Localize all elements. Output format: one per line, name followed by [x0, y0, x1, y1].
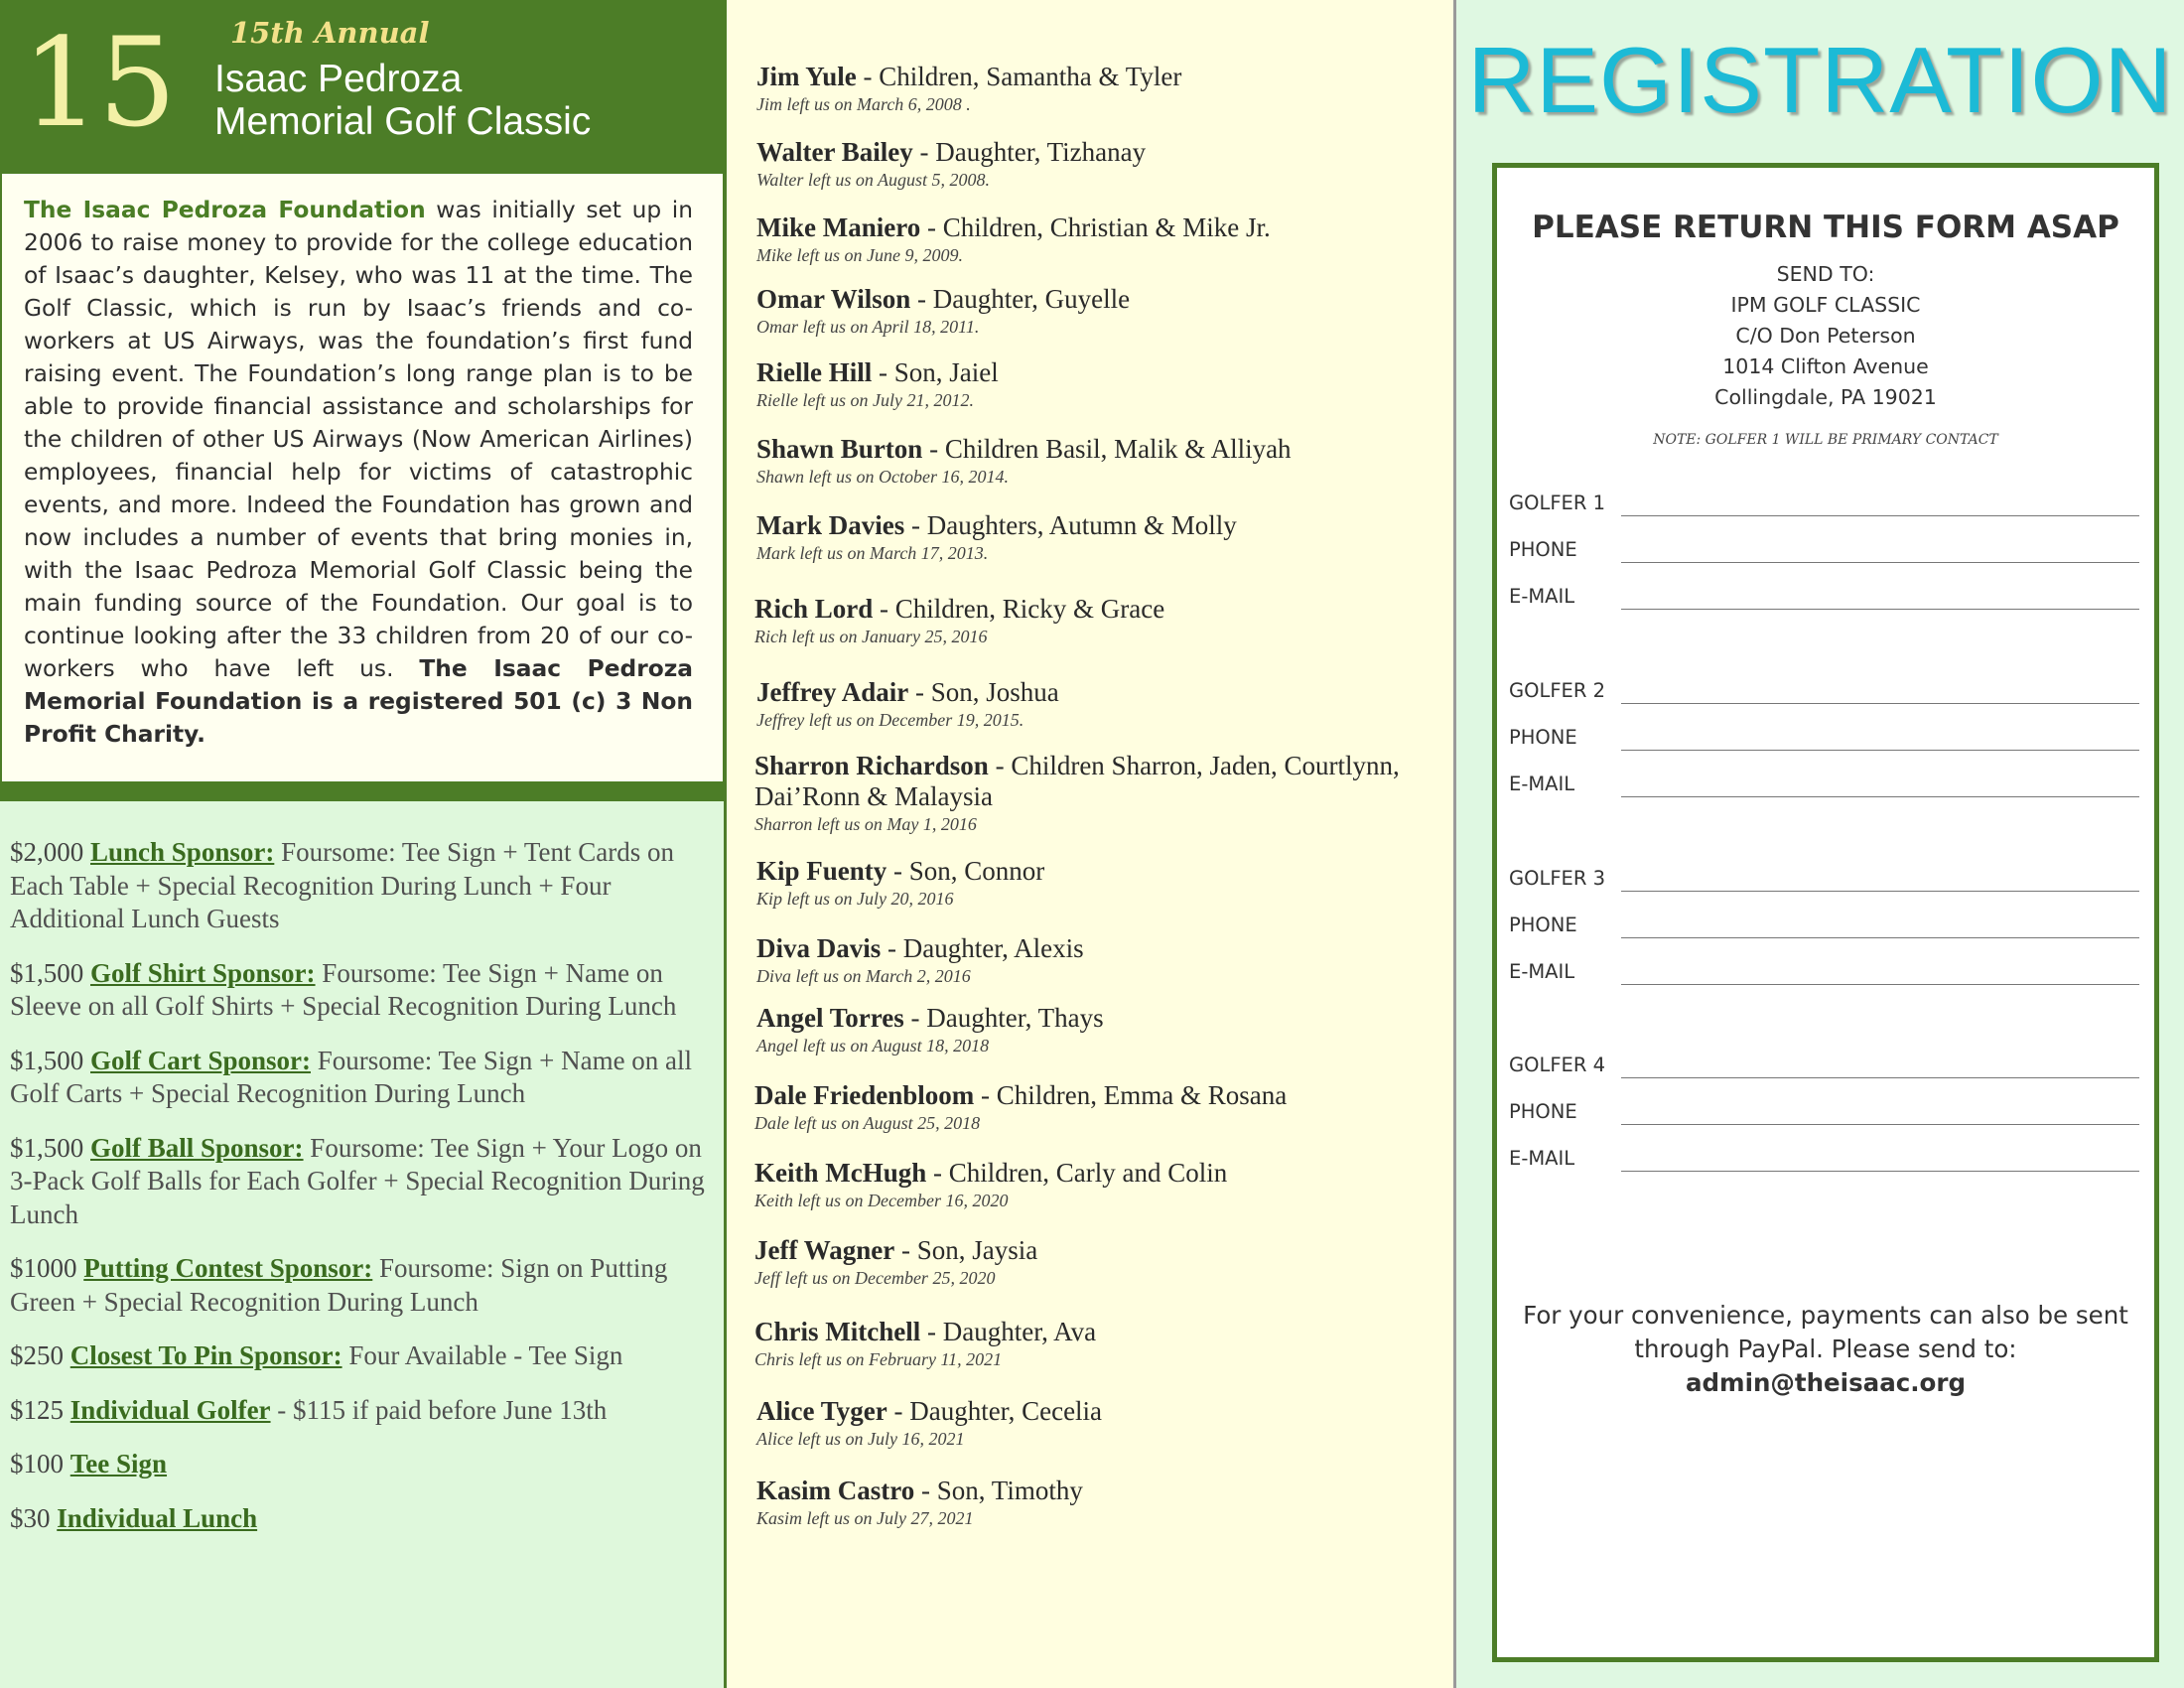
memorial-heading: Jim Yule - Children, Samantha & Tyler — [756, 62, 1182, 91]
memorial-entry — [756, 933, 1451, 988]
sponsor-name-link[interactable]: Lunch Sponsor: — [90, 837, 275, 867]
memorial-date: Shawn left us on October 16, 2014. — [756, 467, 1009, 487]
sponsor-tier — [10, 1502, 717, 1536]
memorial-entry — [756, 1476, 1451, 1530]
memorial-name: Angel Torres — [756, 1003, 904, 1033]
sponsor-tier — [10, 1339, 717, 1373]
registration-title: REGISTRATION — [1467, 28, 2173, 132]
sponsor-description: Foursome: Sign on Putting Green + Special Recognition During Lunch — [10, 1253, 668, 1317]
payment-text: For your convenience, payments can also be sent through PayPal. Please send to: — [1523, 1301, 2128, 1363]
memorial-date: Omar left us on April 18, 2011. — [756, 317, 980, 337]
golfer-4-golfer-field[interactable] — [1621, 1077, 2139, 1078]
sponsor-name-link[interactable]: Individual Golfer — [69, 1394, 271, 1425]
foundation-body: was initially set up in 2006 to raise money to provide for the college education of Isaac’s daughter, Kelsey, who was 11 at the time. The Golf Classic, which is run by Isaac’s friends and co-workers at US Airways, was the foundation’s first fund raising event. The Foundation’s long range plan is to be able to provide financial assistance and scholarships for the children of other US Airways (Now American Airlines) employees, financial help for victims of catastrophic events, and more. Indeed the Foundation has grown and now includes a number of events that bring monies in, with the Isaac Pedroza Memorial Golf Classic being the main funding source of the Foundation. Our goal is to continue looking after the 33 children from 20 of our co-workers who have left us. — [24, 197, 693, 682]
memorial-family: Daughter, Alexis — [902, 933, 1084, 963]
golfer-2-phone-row — [1509, 726, 2144, 756]
golfer-3-golfer-row — [1509, 867, 2144, 897]
memorial-family: Son, Connor — [908, 856, 1045, 886]
memorial-date: Angel left us on August 18, 2018 — [756, 1036, 990, 1055]
golfer-4-golfer-row — [1509, 1054, 2144, 1083]
registration-panel — [1456, 0, 2184, 1688]
memorial-entry — [756, 62, 1451, 116]
golfer-3-phone-field[interactable] — [1621, 937, 2139, 938]
golfer-4-email-row — [1509, 1147, 2144, 1177]
charity-statement: The Isaac Pedroza Memorial Foundation is a registered 501 (c) 3 Non Profit Charity. — [24, 655, 693, 748]
memorial-family: Daughter, Guyelle — [932, 284, 1131, 314]
anniversary-number: 15 — [22, 12, 175, 155]
memorial-family: Children Basil, Malik & Alliyah — [944, 434, 1292, 464]
memorial-family: Son, Jaiel — [893, 357, 999, 387]
memorial-date: Alice left us on July 16, 2021 — [756, 1429, 965, 1449]
sponsor-tier — [10, 1394, 717, 1428]
sponsor-name-link[interactable]: Individual Lunch — [57, 1502, 258, 1533]
sponsor-description: Foursome: Tee Sign + Tent Cards on Each Table + Special Recognition During Lunch + Four Additional Lunch Guests — [10, 837, 675, 933]
sponsorship-list — [10, 836, 717, 1556]
field-label: PHONE — [1509, 914, 1577, 936]
memorial-family: Daughter, Ava — [942, 1317, 1097, 1346]
memorial-date: Kasim left us on July 27, 2021 — [756, 1508, 974, 1528]
memorial-entry — [756, 677, 1451, 732]
golfer-3-phone-row — [1509, 914, 2144, 943]
memorial-entry — [756, 212, 1451, 267]
memorial-family: Children, Christian & Mike Jr. — [942, 212, 1271, 242]
memorial-entry — [756, 856, 1451, 911]
sponsor-name-link[interactable]: Golf Shirt Sponsor: — [90, 957, 316, 988]
memorial-name: Mike Maniero — [756, 212, 921, 242]
memorial-date: Jeffrey left us on December 19, 2015. — [756, 710, 1024, 730]
golfer-2-golfer-row — [1509, 679, 2144, 709]
memorial-name: Omar Wilson — [756, 284, 911, 314]
memorial-heading: Keith McHugh - Children, Carly and Colin — [754, 1158, 1228, 1188]
memorial-family: Children, Carly and Colin — [948, 1158, 1228, 1188]
memorial-family: Daughter, Tizhanay — [935, 137, 1147, 167]
sponsor-tier — [10, 1252, 717, 1319]
divider-stripe — [0, 783, 725, 801]
event-title — [214, 58, 591, 143]
memorial-date: Dale left us on August 25, 2018 — [754, 1113, 981, 1133]
memorial-name: Walter Bailey — [756, 137, 913, 167]
memorial-name: Sharron Richardson — [754, 751, 989, 780]
memorial-heading: Jeff Wagner - Son, Jaysia — [754, 1235, 1038, 1265]
memorial-date: Rielle left us on July 21, 2012. — [756, 390, 974, 410]
field-label: PHONE — [1509, 1100, 1577, 1123]
golfer-2-golfer-field[interactable] — [1621, 703, 2139, 704]
golfer-1-golfer-row — [1509, 492, 2144, 521]
memorial-date: Diva left us on March 2, 2016 — [756, 966, 971, 986]
golfer-1-golfer-field[interactable] — [1621, 515, 2139, 516]
memorial-family: Children, Ricky & Grace — [894, 594, 1165, 624]
memorial-entry — [756, 434, 1451, 489]
sponsor-price: $1,500 — [10, 1132, 84, 1163]
memorial-family: Daughter, Thays — [926, 1003, 1104, 1033]
primary-contact-note: NOTE: GOLFER 1 WILL BE PRIMARY CONTACT — [1653, 432, 1998, 448]
memorial-date: Kip left us on July 20, 2016 — [756, 889, 954, 909]
memorial-heading: Chris Mitchell - Daughter, Ava — [754, 1317, 1097, 1346]
memorial-date: Mike left us on June 9, 2009. — [756, 245, 963, 265]
golfer-1-email-field[interactable] — [1621, 609, 2139, 610]
memorial-entry — [754, 1317, 1449, 1371]
sponsor-tier — [10, 957, 717, 1024]
memorial-date: Rich left us on January 25, 2016 — [754, 627, 988, 646]
memorial-name: Rich Lord — [754, 594, 874, 624]
field-label: E-MAIL — [1509, 585, 1575, 608]
left-panel — [0, 0, 727, 1688]
golfer-3-golfer-field[interactable] — [1621, 891, 2139, 892]
memorial-entry — [756, 137, 1451, 192]
memorial-panel — [727, 0, 1456, 1688]
sponsor-description: Four Available - Tee Sign — [348, 1340, 623, 1370]
memorial-name: Jeff Wagner — [754, 1235, 895, 1265]
memorial-entry — [756, 1396, 1451, 1451]
memorial-entry — [754, 751, 1449, 836]
sponsor-tier — [10, 1045, 717, 1111]
sponsor-name-link[interactable]: Golf Ball Sponsor: — [90, 1132, 304, 1163]
memorial-family: Children Sharron, Jaden, Courtlynn, Dai’Ronn & Malaysia — [754, 751, 1400, 811]
memorial-heading: Mark Davies - Daughters, Autumn & Molly — [756, 510, 1237, 540]
payment-info — [1507, 1299, 2144, 1400]
memorial-name: Jeffrey Adair — [756, 677, 909, 707]
event-title-line1: Isaac Pedroza — [214, 58, 463, 100]
memorial-entry — [754, 1080, 1449, 1135]
memorial-entry — [756, 1003, 1451, 1057]
foundation-paragraph — [24, 194, 693, 751]
send-to-label: SEND TO: — [1776, 262, 1875, 286]
memorial-family: Son, Jaysia — [916, 1235, 1038, 1265]
memorial-name: Kasim Castro — [756, 1476, 915, 1505]
sponsor-price: $250 — [10, 1340, 64, 1370]
sponsor-tier — [10, 1132, 717, 1232]
memorial-name: Keith McHugh — [754, 1158, 927, 1188]
sponsor-description: Foursome: Tee Sign + Name on Sleeve on all Golf Shirts + Special Recognition During Lunch — [10, 957, 677, 1021]
memorial-heading: Dale Friedenbloom - Children, Emma & Rosana — [754, 1080, 1288, 1110]
sponsor-price: $125 — [10, 1394, 64, 1425]
memorial-entry — [756, 357, 1451, 412]
memorial-family: Children, Emma & Rosana — [996, 1080, 1288, 1110]
sponsor-price: $2,000 — [10, 837, 84, 867]
golfer-4-phone-row — [1509, 1100, 2144, 1130]
event-title-line2: Memorial Golf Classic — [214, 100, 592, 143]
memorial-family: Son, Joshua — [930, 677, 1059, 707]
address-line: Collingdale, PA 19021 — [1714, 385, 1937, 409]
memorial-name: Dale Friedenbloom — [754, 1080, 975, 1110]
golfer-2-email-row — [1509, 773, 2144, 802]
memorial-date: Walter left us on August 5, 2008. — [756, 170, 991, 190]
memorial-name: Shawn Burton — [756, 434, 923, 464]
golfer-1-phone-field[interactable] — [1621, 562, 2139, 563]
memorial-heading: Shawn Burton - Children Basil, Malik & Alliyah — [756, 434, 1292, 464]
field-label: GOLFER 4 — [1509, 1054, 1606, 1076]
memorial-heading: Angel Torres - Daughter, Thays — [756, 1003, 1104, 1033]
memorial-name: Chris Mitchell — [754, 1317, 921, 1346]
memorial-entry — [754, 1158, 1449, 1212]
memorial-entry — [754, 1235, 1449, 1290]
memorial-heading: Mike Maniero - Children, Christian & Mike Jr. — [756, 212, 1271, 242]
golfer-4-email-field[interactable] — [1621, 1171, 2139, 1172]
sponsor-price: $100 — [10, 1449, 64, 1478]
address-line: 1014 Clifton Avenue — [1722, 354, 1929, 378]
payment-email: admin@theisaac.org — [1685, 1368, 1967, 1397]
annual-label: 15th Annual — [230, 16, 430, 50]
memorial-heading: Kasim Castro - Son, Timothy — [756, 1476, 1083, 1505]
sponsor-name-link[interactable]: Tee Sign — [69, 1449, 168, 1478]
memorial-date: Sharron left us on May 1, 2016 — [754, 814, 977, 834]
memorial-name: Kip Fuenty — [756, 856, 887, 886]
memorial-date: Chris left us on February 11, 2021 — [754, 1349, 1003, 1369]
golfer-1-email-row — [1509, 585, 2144, 615]
sponsor-name-link[interactable]: Golf Cart Sponsor: — [90, 1045, 311, 1075]
golfer-1-phone-row — [1509, 538, 2144, 568]
memorial-heading: Alice Tyger - Daughter, Cecelia — [756, 1396, 1103, 1426]
sponsor-description: - $115 if paid before June 13th — [277, 1394, 608, 1425]
field-label: GOLFER 3 — [1509, 867, 1606, 890]
memorial-heading: Omar Wilson - Daughter, Guyelle — [756, 284, 1131, 314]
mailing-address — [1497, 259, 2154, 413]
field-label: E-MAIL — [1509, 960, 1575, 983]
golfer-4-phone-field[interactable] — [1621, 1124, 2139, 1125]
sponsor-name-link[interactable]: Putting Contest Sponsor: — [83, 1253, 373, 1283]
golfer-3-email-field[interactable] — [1621, 984, 2139, 985]
registration-form — [1492, 163, 2159, 1662]
field-label: E-MAIL — [1509, 1147, 1575, 1170]
memorial-heading: Sharron Richardson - Children Sharron, Jaden, Courtlynn, Dai’Ronn & Malaysia — [754, 751, 1400, 811]
sponsor-name-link[interactable]: Closest To Pin Sponsor: — [69, 1340, 342, 1370]
memorial-heading: Jeffrey Adair - Son, Joshua — [756, 677, 1059, 707]
memorial-name: Alice Tyger — [756, 1396, 887, 1426]
field-label: PHONE — [1509, 726, 1577, 749]
memorial-name: Jim Yule — [756, 62, 857, 91]
sponsor-price: $30 — [10, 1502, 51, 1533]
sponsor-price: $1000 — [10, 1253, 77, 1283]
field-label: GOLFER 2 — [1509, 679, 1606, 702]
address-line: C/O Don Peterson — [1735, 324, 1916, 348]
sponsor-price: $1,500 — [10, 957, 84, 988]
foundation-description — [0, 174, 725, 783]
memorial-entry — [754, 594, 1449, 648]
sponsor-description: Foursome: Tee Sign + Name on all Golf Carts + Special Recognition During Lunch — [10, 1045, 693, 1108]
event-header — [0, 0, 727, 174]
field-label: E-MAIL — [1509, 773, 1575, 795]
memorial-family: Children, Samantha & Tyler — [879, 62, 1182, 91]
memorial-entry — [756, 284, 1451, 339]
golfer-3-email-row — [1509, 960, 2144, 990]
foundation-name: The Isaac Pedroza Foundation — [24, 197, 426, 223]
memorial-date: Jim left us on March 6, 2008 . — [756, 94, 971, 114]
memorial-name: Mark Davies — [756, 510, 905, 540]
memorial-date: Jeff left us on December 25, 2020 — [754, 1268, 996, 1288]
field-label: PHONE — [1509, 538, 1577, 561]
sponsor-price: $1,500 — [10, 1045, 84, 1075]
sponsor-tier — [10, 836, 717, 936]
address-line: IPM GOLF CLASSIC — [1730, 293, 1921, 317]
memorial-heading: Kip Fuenty - Son, Connor — [756, 856, 1045, 886]
memorial-family: Daughters, Autumn & Molly — [926, 510, 1237, 540]
memorial-heading: Walter Bailey - Daughter, Tizhanay — [756, 137, 1147, 167]
memorial-heading: Rich Lord - Children, Ricky & Grace — [754, 594, 1165, 624]
memorial-family: Daughter, Cecelia — [909, 1396, 1103, 1426]
memorial-name: Rielle Hill — [756, 357, 873, 387]
sponsor-tier — [10, 1448, 717, 1481]
memorial-heading: Rielle Hill - Son, Jaiel — [756, 357, 999, 387]
golfer-2-phone-field[interactable] — [1621, 750, 2139, 751]
memorial-date: Mark left us on March 17, 2013. — [756, 543, 989, 563]
memorial-family: Son, Timothy — [936, 1476, 1083, 1505]
golfer-2-email-field[interactable] — [1621, 796, 2139, 797]
memorial-heading: Diva Davis - Daughter, Alexis — [756, 933, 1084, 963]
memorial-entry — [756, 510, 1451, 565]
field-label: GOLFER 1 — [1509, 492, 1606, 514]
memorial-date: Keith left us on December 16, 2020 — [754, 1191, 1009, 1210]
sponsor-description: Foursome: Tee Sign + Your Logo on 3-Pack Golf Balls for Each Golfer + Special Recognition During Lunch — [10, 1132, 705, 1229]
memorial-name: Diva Davis — [756, 933, 882, 963]
form-heading: PLEASE RETURN THIS FORM ASAP — [1532, 210, 2119, 245]
